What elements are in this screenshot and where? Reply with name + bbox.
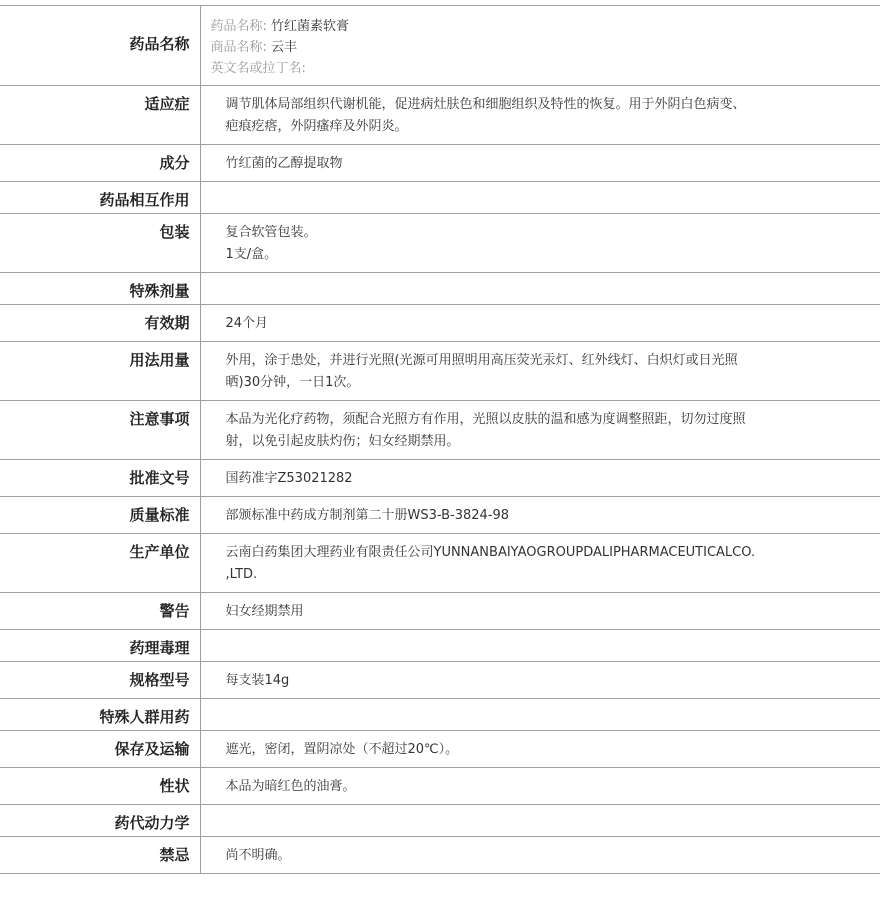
row-label-cell: [0, 6, 200, 86]
row-label-cell: [0, 305, 200, 342]
row-value: [226, 182, 801, 213]
row-value: [226, 305, 801, 341]
row-label-cell: [0, 699, 200, 731]
row-value-line: 本品为光化疗药物，须配合光照方有作用，光照以皮肤的温和感为度调整照距，切勿过度照: [225, 412, 746, 427]
row-value-line: 24个月: [225, 316, 269, 331]
trade-name-value: 云丰: [271, 40, 298, 55]
table-row: [0, 534, 880, 593]
row-value: [226, 805, 801, 836]
row-value-line: 复合软管包装。: [225, 225, 317, 240]
row-label: 特殊人群用药: [99, 708, 190, 726]
row-label-cell: [0, 214, 200, 273]
row-label: 特殊剂量: [129, 282, 190, 300]
row-value: [226, 497, 801, 533]
english-name-key: 英文名或拉丁名:: [210, 61, 306, 76]
row-value-line: 调节肌体局部组织代谢机能，促进病灶肤色和细胞组织及特性的恢复。用于外阴白色病变、: [225, 97, 746, 112]
table-row: [0, 86, 880, 145]
row-label-cell: [0, 342, 200, 401]
row-label: 生产单位: [129, 543, 190, 561]
row-value-cell: [200, 145, 880, 182]
row-value-line: 外用，涂于患处，并进行光照(光源可用照明用高压荧光汞灯、红外线灯、白炽灯或日光照: [225, 353, 738, 368]
table-row: [0, 182, 880, 214]
row-value-line: 本品为暗红色的油膏。: [225, 779, 356, 794]
table-row: [0, 731, 880, 768]
row-value-cell: [200, 534, 880, 593]
row-value: [226, 731, 801, 767]
table-row: [0, 662, 880, 699]
table-row: [0, 497, 880, 534]
row-value-cell: [200, 593, 880, 630]
row-label: 包装: [159, 223, 190, 241]
table-row: [0, 401, 880, 460]
table-row: [0, 273, 880, 305]
row-label-cell: [0, 593, 200, 630]
generic-name-line: [211, 16, 801, 37]
row-value-cell: [200, 6, 880, 86]
table-row: [0, 630, 880, 662]
table-row-drug-name: [0, 6, 880, 86]
row-value: [226, 214, 801, 272]
table-row: [0, 593, 880, 630]
row-label-cell: [0, 662, 200, 699]
row-label-cell: [0, 86, 200, 145]
row-label: 批准文号: [129, 469, 190, 487]
row-label: 药品名称: [129, 35, 190, 53]
row-value: [226, 593, 801, 629]
drug-name-fields: [211, 6, 801, 85]
row-value: [226, 768, 801, 804]
row-label: 药代动力学: [114, 814, 190, 832]
table-row: [0, 805, 880, 837]
row-value: [226, 145, 801, 181]
english-name-line: [211, 58, 801, 79]
row-label-cell: [0, 768, 200, 805]
row-label: 适应症: [144, 95, 190, 113]
table-row: [0, 460, 880, 497]
row-label-cell: [0, 497, 200, 534]
row-value-line: 遮光，密闭，置阴凉处（不超过20℃）。: [225, 742, 459, 757]
row-value-cell: [200, 699, 880, 731]
row-label: 警告: [159, 602, 190, 620]
row-value-line: 尚不明确。: [225, 848, 291, 863]
trade-name-line: [211, 37, 801, 58]
row-value: [226, 401, 801, 459]
row-value-cell: [200, 214, 880, 273]
row-label: 质量标准: [129, 506, 190, 524]
row-value-line: 云南白药集团大理药业有限责任公司YUNNANBAIYAOGROUPDALIPHARMACEUTICALCO.: [225, 545, 756, 560]
row-label-cell: [0, 145, 200, 182]
row-value: [226, 460, 801, 496]
row-label: 注意事项: [129, 410, 190, 428]
row-value-line: 每支装14g: [225, 673, 290, 688]
table-row: [0, 699, 880, 731]
table-row: [0, 342, 880, 401]
row-value-line: 疤痕疙瘩，外阴瘙痒及外阴炎。: [225, 119, 408, 134]
row-value-line: 妇女经期禁用: [225, 604, 304, 619]
row-label: 性状: [159, 777, 190, 795]
row-value-line: 竹红菌的乙醇提取物: [225, 156, 343, 171]
row-value: [226, 86, 801, 144]
row-value-cell: [200, 86, 880, 145]
row-label-cell: [0, 630, 200, 662]
row-label-cell: [0, 182, 200, 214]
row-label: 规格型号: [129, 671, 190, 689]
table-row: [0, 305, 880, 342]
generic-name-key: 药品名称:: [210, 19, 267, 34]
row-label-cell: [0, 460, 200, 497]
row-label-cell: [0, 837, 200, 874]
row-value: [226, 662, 801, 698]
row-label-cell: [0, 534, 200, 593]
row-value-cell: [200, 497, 880, 534]
row-value-cell: [200, 630, 880, 662]
row-label: 成分: [159, 154, 190, 172]
row-value-cell: [200, 662, 880, 699]
generic-name-value: 竹红菌素软膏: [271, 19, 350, 34]
table-row: [0, 145, 880, 182]
row-value: [226, 837, 801, 873]
row-value-cell: [200, 342, 880, 401]
row-value-cell: [200, 768, 880, 805]
row-label-cell: [0, 273, 200, 305]
row-value-cell: [200, 805, 880, 837]
row-value-cell: [200, 460, 880, 497]
table-row: [0, 768, 880, 805]
row-label-cell: [0, 401, 200, 460]
drug-info-table-body: [0, 6, 880, 874]
row-label: 禁忌: [159, 846, 190, 864]
row-value: [226, 699, 801, 730]
row-value-cell: [200, 837, 880, 874]
row-value-cell: [200, 182, 880, 214]
row-value-line: 部颁标准中药成方制剂第二十册WS3-B-3824-98: [225, 508, 510, 523]
row-label: 药理毒理: [129, 639, 190, 657]
row-label: 保存及运输: [114, 740, 190, 758]
row-value-line: 晒)30分钟，一日1次。: [225, 375, 360, 390]
trade-name-key: 商品名称:: [210, 40, 267, 55]
row-value: [226, 273, 801, 304]
row-value-cell: [200, 273, 880, 305]
row-value-cell: [200, 401, 880, 460]
row-label-cell: [0, 731, 200, 768]
row-label: 用法用量: [129, 351, 190, 369]
table-row: [0, 214, 880, 273]
drug-info-table: [0, 5, 880, 874]
row-value-cell: [200, 731, 880, 768]
row-value-line: ,LTD.: [225, 567, 258, 582]
row-label: 药品相互作用: [99, 191, 190, 209]
row-label-cell: [0, 805, 200, 837]
row-value: [226, 630, 801, 661]
row-value: [226, 534, 801, 592]
row-value-line: 国药准字Z53021282: [225, 471, 353, 486]
table-row: [0, 837, 880, 874]
row-label: 有效期: [144, 314, 190, 332]
row-value-line: 1支/盒。: [225, 247, 278, 262]
row-value-cell: [200, 305, 880, 342]
row-value-line: 射，以免引起皮肤灼伤；妇女经期禁用。: [225, 434, 460, 449]
row-value: [226, 342, 801, 400]
